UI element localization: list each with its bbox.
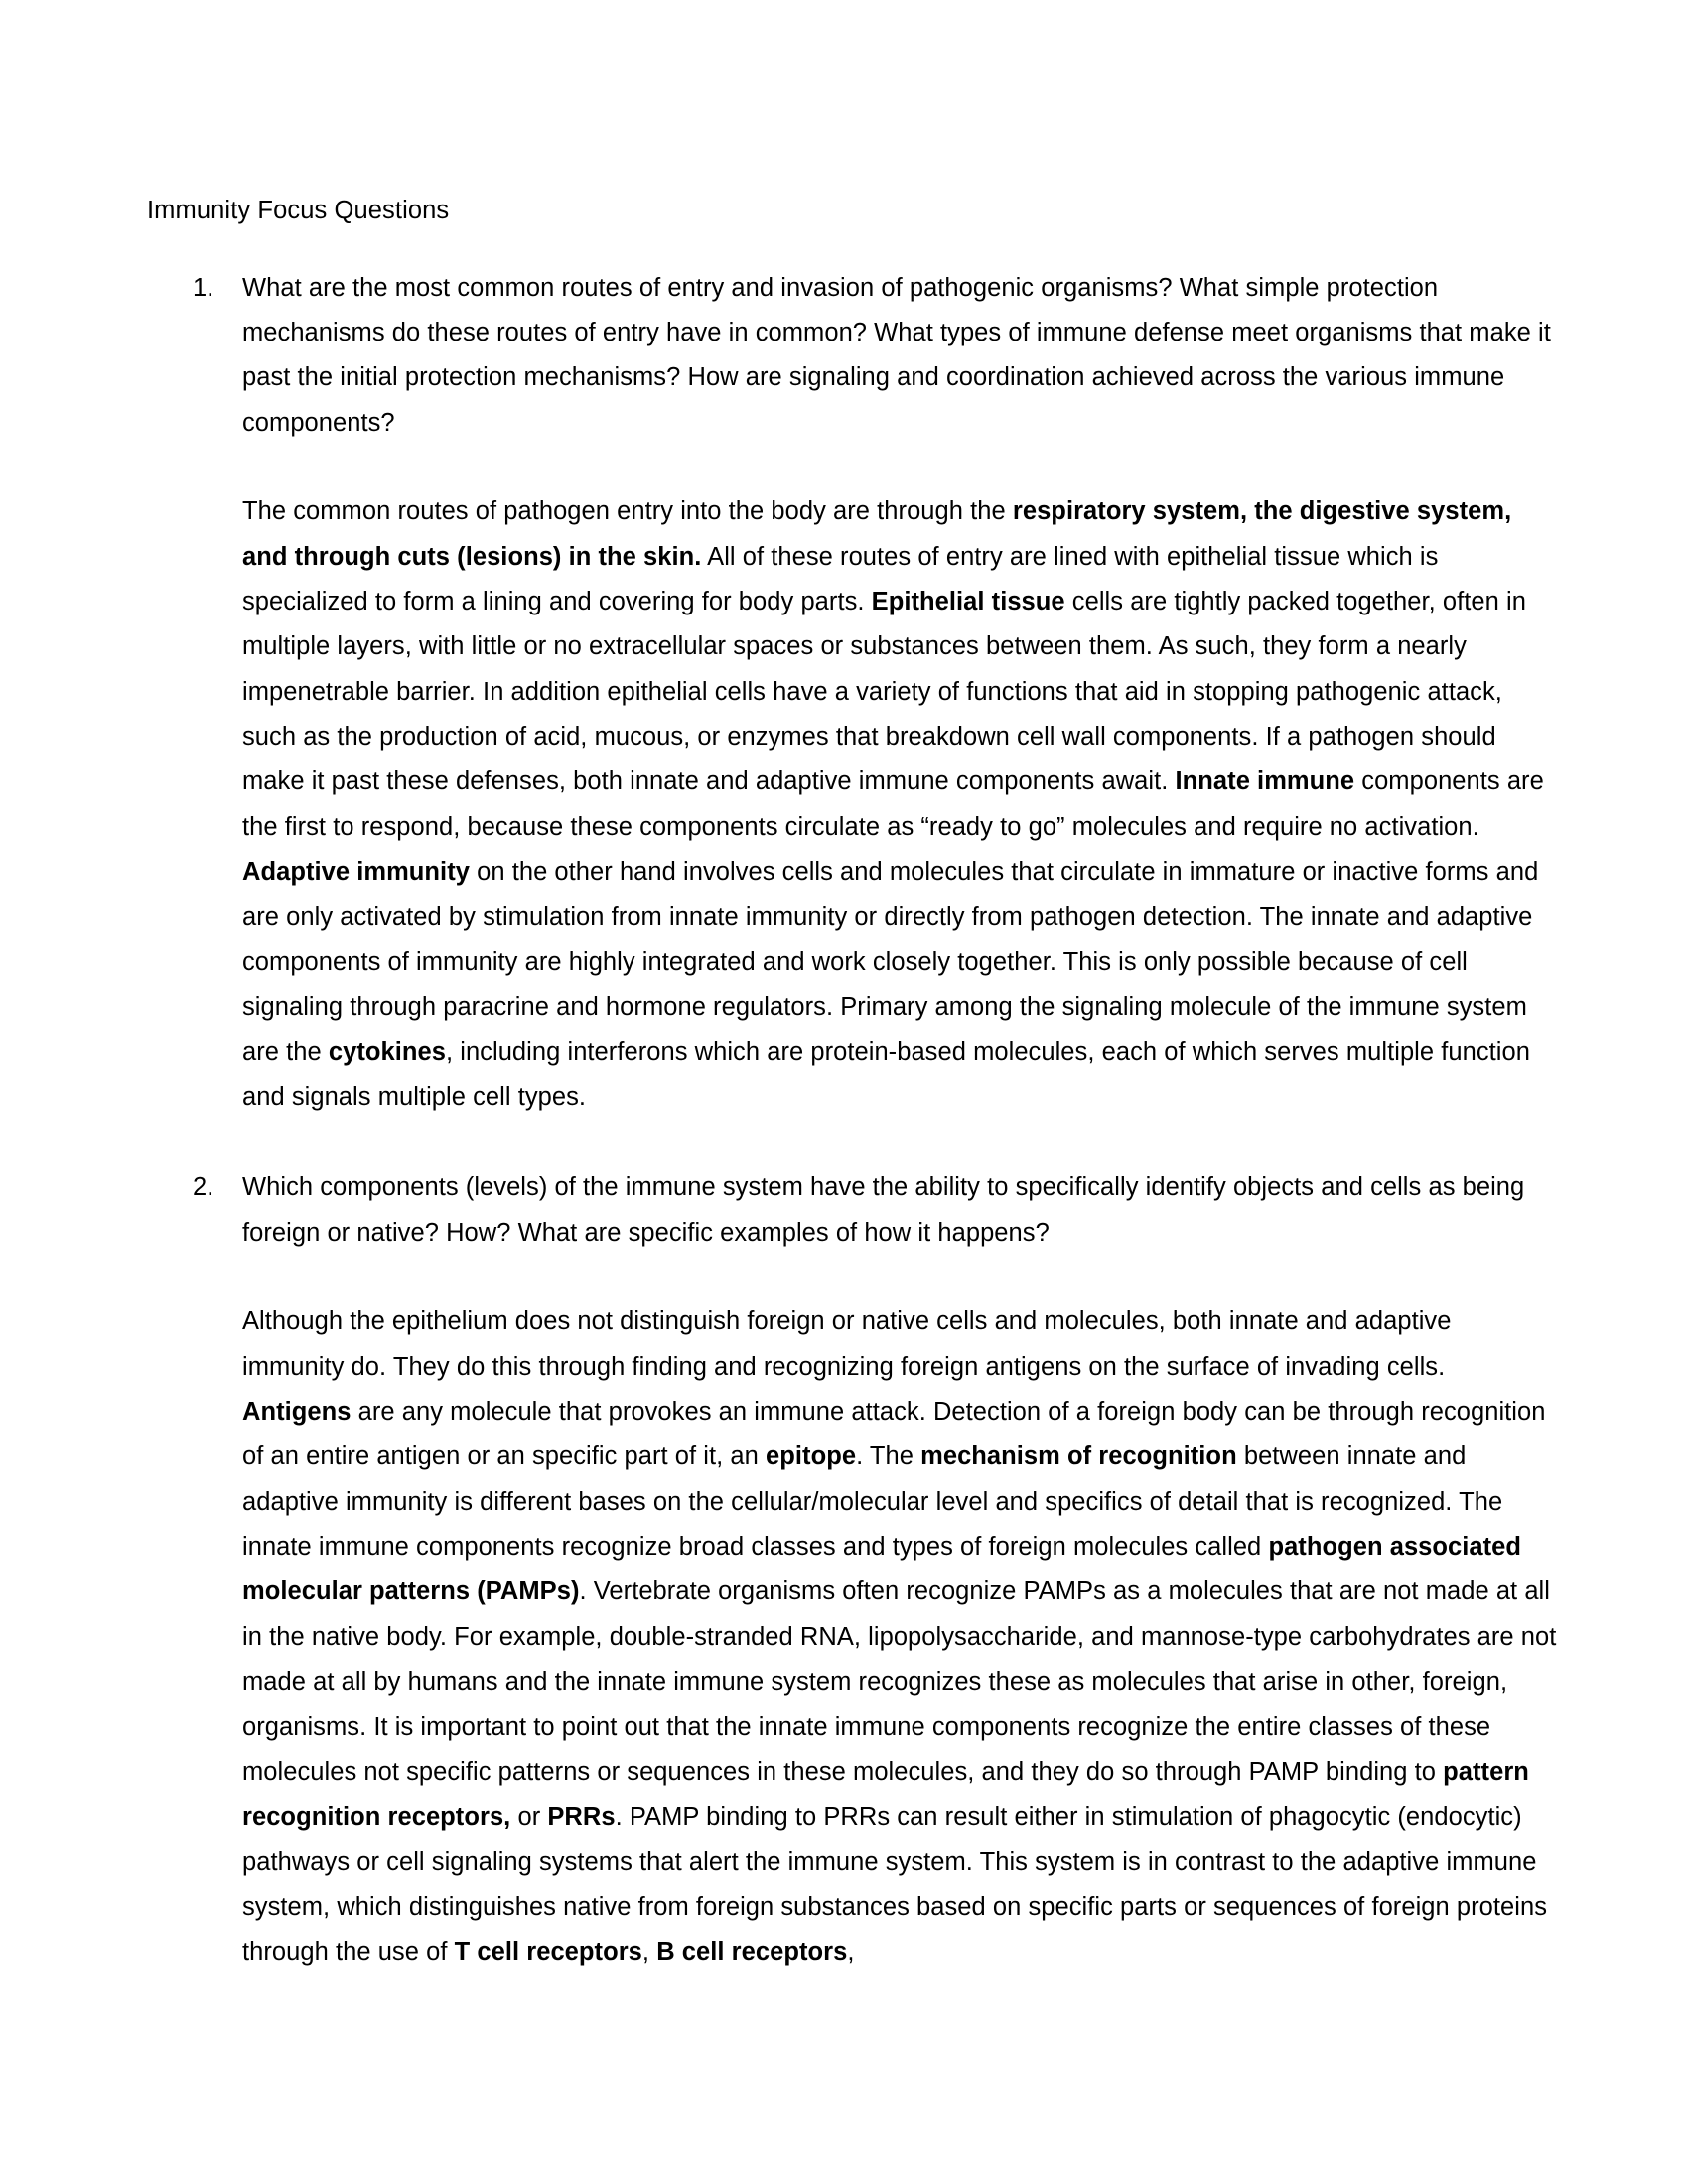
body-text-run: are any molecule that provokes an immune attack. Detection of a foreign body can be through recognition of an entire antigen or an specific part of it, an xyxy=(242,1397,1546,1471)
answer-1 xyxy=(147,489,1557,1120)
question-2-number: 2. xyxy=(193,1173,214,1202)
page-title: Immunity Focus Questions xyxy=(147,197,450,224)
body-text-run: , including interferons which are protein-based molecules, each of which serves multiple function and signals multiple cell types. xyxy=(242,1037,1530,1112)
emphasized-term: pattern recognition receptors, xyxy=(242,1757,1529,1832)
body-text-run: or xyxy=(510,1803,548,1832)
question-answer-1 xyxy=(147,266,1557,1121)
question-2-text: Which components (levels) of the immune system have the ability to specifically identify objects and cells as being foreign or native? How? What are specific examples of how it happens? xyxy=(242,1173,1525,1247)
emphasized-term: epitope xyxy=(766,1442,857,1471)
emphasized-term: Innate immune xyxy=(1175,767,1355,796)
emphasized-term: mechanism of recognition xyxy=(920,1442,1237,1471)
body-text-run: The common routes of pathogen entry into the body are through the xyxy=(242,497,1013,526)
question-2 xyxy=(147,1165,1557,1256)
spacer xyxy=(147,1120,1557,1165)
body-text-run: cells are tightly packed together, often in multiple layers, with little or no extracellular spaces or substances between them. As such, they form a nearly impenetrable barrier. In addition epithelial cells have a variety of functions that aid in stopping pathogenic attack, such as the production of acid, mucous, or enzymes that breakdown cell wall components. If a pathogen should make it past these defenses, both innate and adaptive immune components await. xyxy=(242,587,1526,796)
spacer xyxy=(147,1256,1557,1299)
emphasized-term: T cell receptors xyxy=(454,1938,642,1967)
body-text-run: between innate and adaptive immunity is different bases on the cellular/molecular level and specifics of detail that is recognized. The innate immune components recognize broad classes and types of foreign molecules called xyxy=(242,1442,1503,1562)
question-1-text: What are the most common routes of entry and invasion of pathogenic organisms? What simple protection mechanisms do these routes of entry have in common? What types of immune defense meet organisms that make it past the initial protection mechanisms? How are signaling and coordination achieved across the various immune components? xyxy=(242,273,1551,437)
emphasized-term: Adaptive immunity xyxy=(242,858,470,887)
spacer xyxy=(147,446,1557,489)
emphasized-term: pathogen associated molecular patterns (PAMPs) xyxy=(242,1533,1522,1606)
emphasized-term: PRRs xyxy=(547,1803,616,1832)
document-body xyxy=(147,195,1557,1976)
body-text-run: components are the first to respond, because these components circulate as “ready to go” molecules and require no activation. xyxy=(242,767,1544,841)
body-text-run: . Vertebrate organisms often recognize PAMPs as a molecules that are not made at all in the native body. For example, double-stranded RNA, lipopolysaccharide, and mannose-type carbohydrates are not made at all by humans and the innate immune system recognizes these as molecules that arise in other, foreign, organisms. It is important to point out that the innate immune components recognize the entire classes of these molecules not specific patterns or sequences in these molecules, and they do so through PAMP binding to xyxy=(242,1577,1557,1786)
emphasized-term: Antigens xyxy=(242,1397,352,1426)
body-text-run: All of these routes of entry are lined with epithelial tissue which is specialized to form a lining and covering for body parts. xyxy=(242,542,1439,615)
question-1-number: 1. xyxy=(193,273,214,302)
emphasized-term: B cell receptors xyxy=(656,1938,848,1967)
body-text-run: , xyxy=(847,1938,855,1967)
body-text-run: . PAMP binding to PRRs can result either in stimulation of phagocytic (endocytic) pathways or cell signaling systems that alert the immune system. This system is in contrast to the adaptive immune system, which distinguishes native from foreign substances based on specific parts or sequences of foreign proteins through the use of xyxy=(242,1803,1548,1967)
answer-2 xyxy=(147,1299,1557,1976)
body-text-run: . The xyxy=(856,1442,921,1471)
question-answer-2 xyxy=(147,1165,1557,1975)
question-1 xyxy=(147,266,1557,447)
emphasized-term: respiratory system, the digestive system, and through cuts (lesions) in the skin. xyxy=(242,497,1512,571)
body-text-run: , xyxy=(641,1938,657,1967)
emphasized-term: cytokines xyxy=(328,1037,446,1066)
body-text-run: Although the epithelium does not distinguish foreign or native cells and molecules, both innate and adaptive immunity do. They do this through finding and recognizing foreign antigens on the surface of invading cells. xyxy=(242,1307,1452,1381)
body-text-run: on the other hand involves cells and molecules that circulate in immature or inactive forms and are only activated by stimulation from innate immunity or directly from pathogen detection. The innate and adaptive components of immunity are highly integrated and work closely together. This is only possible because of cell signaling through paracrine and hormone regulators. Primary among the signaling molecule of the immune system are the xyxy=(242,858,1539,1066)
emphasized-term: Epithelial tissue xyxy=(871,587,1065,615)
